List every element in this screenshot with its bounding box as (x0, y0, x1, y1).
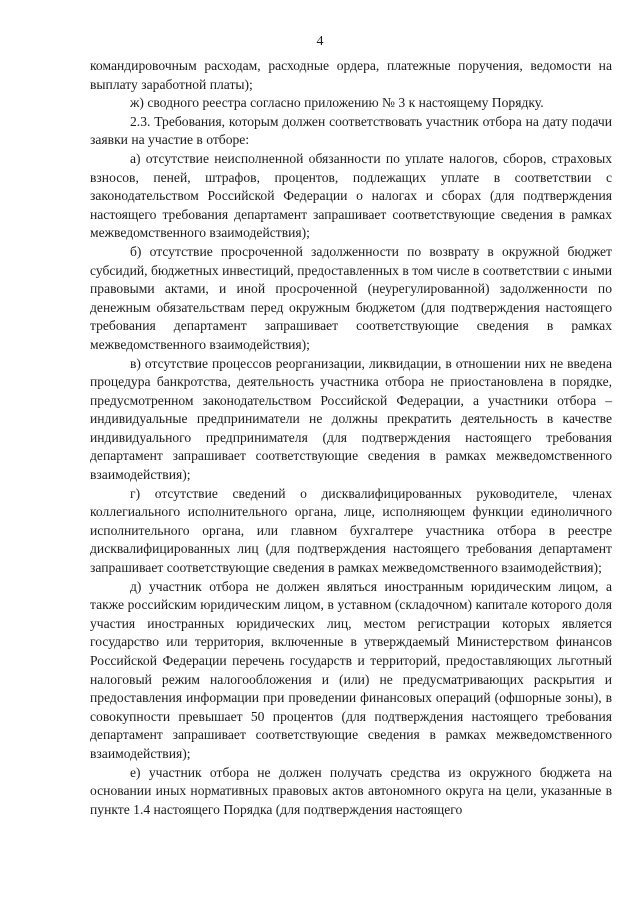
paragraph-item-v: в) отсутствие процессов реорганизации, ликвидации, в отношении них не введена процедура банкротства, деятельность участника отбора не приостановлена в порядке, предусмотренном законодательством Российской Федерации, а участники отбора – индивидуальные предприниматели не должны прекратить деятельность в качестве индивидуального предпринимателя (для подтверждения настоящего требования департамент запрашивает соответствующие сведения в рамках межведомственного взаимодействия); (90, 355, 612, 483)
paragraph-item-g: г) отсутствие сведений о дисквалифицированных руководителе, членах коллегиального исполнительного органа, лице, исполняющем функции единоличного исполнительного органа, или главном бухгалтере участника отбора в реестре дисквалифицированных лиц (для подтверждения настоящего требования департамент запрашивает соответствующие сведения в рамках межведомственного взаимодействия); (90, 485, 612, 576)
paragraph-section-2-3: 2.3. Требования, которым должен соответствовать участник отбора на дату подачи заявки на участие в отборе: (90, 113, 612, 148)
paragraph-continuation: командировочным расходам, расходные ордера, платежные поручения, ведомости на выплату заработной платы); (90, 58, 612, 92)
paragraph-item-d: д) участник отбора не должен являться иностранным юридическим лицом, а также российским юридическим лицом, в уставном (складочном) капитале которого доля участия иностранных юридических лиц, местом регистрации которых является государство или территория, включенные в утверждаемый Министерством финансов Российской Федерации перечень государств и территорий, предоставляющих льготный налоговый режим налогообложения и (или) не предусматривающих раскрытия и предоставления информации при проведении финансовых операций (офшорные зоны), в совокупности превышает 50 процентов (для подтверждения настоящего требования департамент запрашивает соответствующие сведения в рамках межведомственного взаимодействия); (90, 578, 612, 761)
document-body (90, 57, 612, 819)
paragraph-item-a: а) отсутствие неисполненной обязанности по уплате налогов, сборов, страховых взносов, пеней, штрафов, процентов, подлежащих уплате в соответствии с законодательством Российской Федерации о налогах и сборах (для подтверждения настоящего требования департамент запрашивает соответствующие сведения в рамках межведомственного взаимодействия); (90, 150, 612, 241)
page-number: 4 (316, 34, 324, 49)
paragraph-item-e: е) участник отбора не должен получать средства из окружного бюджета на основании иных нормативных правовых актов автономного округа на цели, указанные в пункте 1.4 настоящего Порядка (для подтверждения настоящего (90, 764, 612, 817)
paragraph-item-b: б) отсутствие просроченной задолженности по возврату в окружной бюджет субсидий, бюджетных инвестиций, предоставленных в том числе в соответствии с иными правовыми актами, и иной просроченной (неурегулированной) задолженности по денежным обязательствам перед окружным бюджетом (для подтверждения настоящего требования департамент запрашивает соответствующие сведения в рамках межведомственного взаимодействия); (90, 243, 612, 352)
paragraph-item-zh: ж) сводного реестра согласно приложению № 3 к настоящему Порядку. (130, 95, 544, 111)
